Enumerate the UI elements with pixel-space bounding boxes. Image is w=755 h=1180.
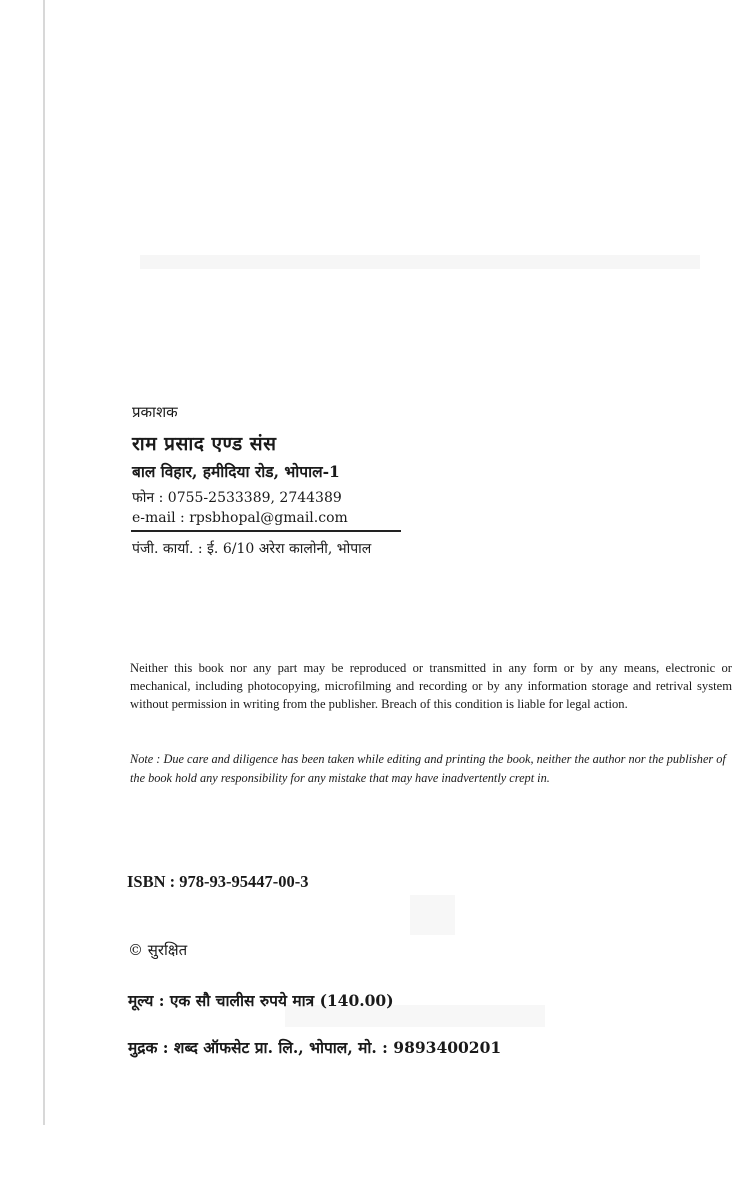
isbn: ISBN : 978-93-95447-00-3	[127, 872, 309, 891]
bleed-through-mark	[140, 255, 700, 269]
disclaimer-note: Note : Due care and diligence has been taken while editing and printing the book, neither the author nor the publisher of the book hold any responsibility for any mistake that may have inadvertently crept in.	[130, 752, 726, 785]
page-edge	[43, 0, 45, 1125]
registered-office: पंजी. कार्या. : ई. 6/10 अरेरा कालोनी, भोपाल	[132, 541, 372, 557]
publisher-address: बाल विहार, हमीदिया रोड, भोपाल-1	[132, 462, 340, 481]
publisher-email: e-mail : rpsbhopal@gmail.com	[132, 510, 348, 526]
rights-notice: Neither this book nor any part may be reproduced or transmitted in any form or by any means, electronic or mechanical, including photocopying, microfilming and recording or by any information storage and retrival system without permission in writing from the publisher. Breach of this condition is liable for legal action.	[130, 661, 732, 711]
bleed-through-mark	[410, 895, 455, 935]
printer: मुद्रक : शब्द ऑफसेट प्रा. लि., भोपाल, मो. : 9893400201	[128, 1038, 502, 1057]
copyright: © सुरक्षित	[128, 941, 188, 959]
publisher-phone: फोन : 0755-2533389, 2744389	[132, 490, 342, 506]
divider-rule	[131, 530, 401, 532]
publisher-name: राम प्रसाद एण्ड संस	[132, 433, 277, 455]
price: मूल्य : एक सौ चालीस रुपये मात्र (140.00)	[128, 991, 394, 1010]
publisher-label: प्रकाशक	[132, 403, 178, 421]
